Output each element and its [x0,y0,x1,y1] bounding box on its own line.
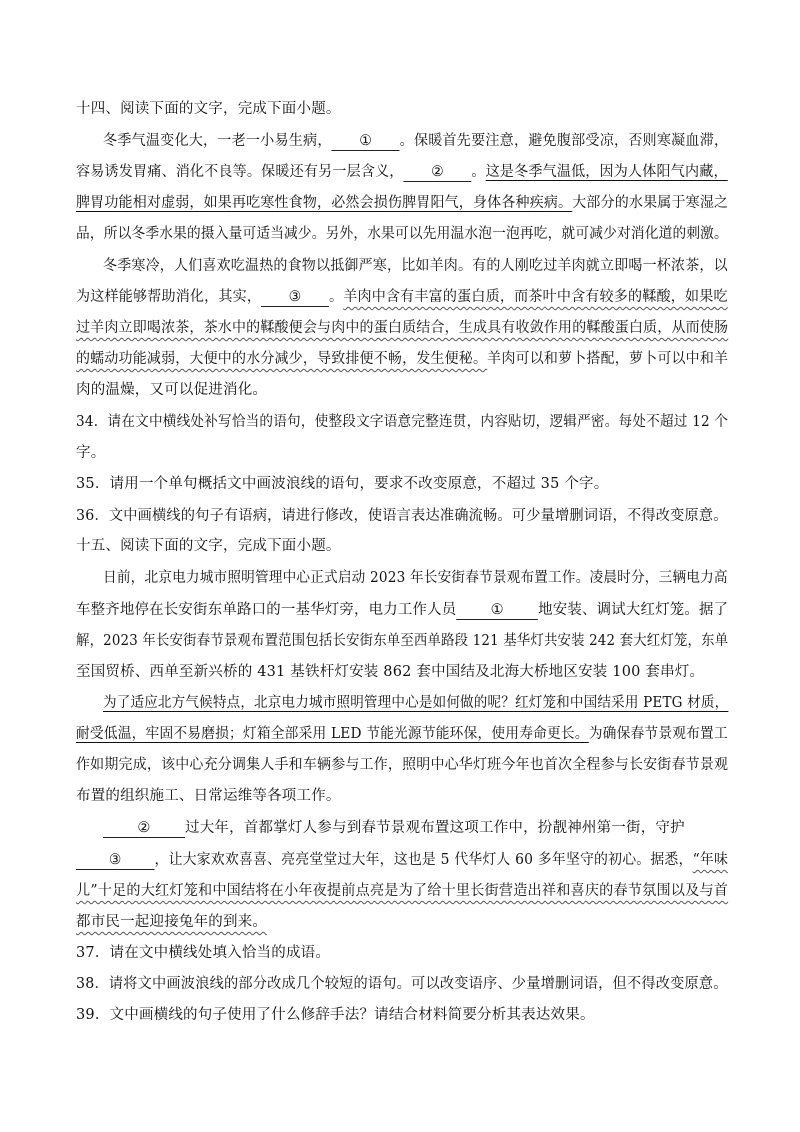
text: 地安装、调试大红灯笼。据了 [538,602,729,618]
question-38: 38．请将文中画波浪线的部分改成几个较短的语句。可以改变语序、少量增删词语，但不得改变原意。 [76,976,728,992]
s15-p2-line2 [76,724,728,744]
wavy-sentence: 的蠕动功能减弱，大便中的水分减少，导致排便不畅，发生便秘。 [76,351,488,367]
s14-p2-line3 [76,318,728,338]
s14-p2-line5: 肉的温燥，又可以促进消化。 [76,382,268,398]
text: 为确保春节景观布置工 [588,726,728,742]
s15-p1-line3: 解，2023 年长安街春节景观布置范围包括长安街东单至西单路段 121 基华灯共安装 242 套大红灯笼，东单 [76,633,729,649]
s15-p1-line2 [76,600,728,620]
wavy-sentence: 过羊肉立即喝浓茶，茶水中的鞣酸便会与肉中的蛋白质结合，生成具有收敛作用的鞣酸蛋白质，从而使肠 [76,320,729,336]
underlined-sentence: 脾胃功能相对虚弱，如果再吃寒性食物，必然会损伤脾胃阳气，身体各种疾病。 [76,195,573,211]
s14-p2-line4 [76,349,728,369]
blank-1: ① [332,133,400,151]
question-37: 37．请在文中横线处填入恰当的成语。 [76,945,331,961]
underlined-sentence: 耐受低温，牢固不易磨损；灯箱全部采用 LED 节能光源节能环保，使用寿命更长。 [76,726,589,742]
s14-p1-line2 [76,162,728,182]
s15-p3-line2 [76,850,728,870]
section-15-heading: 十五、阅读下面的文字，完成下面小题。 [76,538,341,554]
blank-2: ② [404,164,472,182]
text: 容易诱发胃痛、消化不良等。保暖还有另一层含义， [76,164,404,180]
question-39: 39．文中画横线的句子使用了什么修辞手法？请结合材料简要分析其表达效果。 [76,1007,595,1023]
wavy-sentence: 羊肉中含有丰富的蛋白质，而茶叶中含有较多的鞣酸，如果吃 [343,289,728,305]
s15-p3-line3 [76,881,728,901]
section-14-heading: 十四、阅读下面的文字，完成下面小题。 [76,101,341,117]
blank-3: ③ [261,289,329,307]
s15-p1-line1: 日前，北京电力城市照明管理中心正式启动 2023 年长安街春节景观布置工作。凌晨时分，三辆电力高 [103,570,728,586]
text: ，让大家欢欢喜喜、亮亮堂堂过大年，这也是 5 代华灯人 60 多年坚守的初心。据悉， [154,852,693,868]
s15-p2-line1 [103,693,728,713]
s15-p1-line4: 至国贸桥、西单至新兴桥的 431 基铁杆灯安装 862 套中国结及北海大桥地区安装 100 套串灯。 [76,664,705,680]
text: 。保暖首先要注意，避免腹部受凉，否则寒凝血滞， [399,133,729,149]
question-34-cont: 字。 [76,445,106,461]
question-36: 36．文中画横线的句子有语病，请进行修改，使语言表达准确流畅。可少量增删词语，不得改变原意。 [76,508,728,524]
text: 为这样能够帮助消化，其实， [76,289,262,305]
question-35: 35．请用一个单句概括文中画波浪线的语句，要求不改变原意，不超过 35 个字。 [76,476,609,492]
wavy-sentence: “年味 [692,852,729,868]
text: 羊肉可以和萝卜搭配，萝卜可以中和羊 [487,351,729,367]
s15-p2-line4: 布置的组织施工、日常运维等各项工作。 [76,788,341,804]
underlined-sentence: 这是冬季气温低，因为人体阳气内藏， [485,164,728,180]
blank-1: ① [456,602,538,620]
s14-p2-line1: 冬季寒冷，人们喜欢吃温热的食物以抵御严寒，比如羊肉。有的人刚吃过羊肉就立即喝一杯浓茶，以 [103,258,728,274]
text: 冬季气温变化大，一老一小易生病， [103,133,332,149]
text: 。 [328,289,344,305]
s15-p2-line3: 作如期完成，该中心充分调集人手和车辆参与工作，照明中心华灯班今年也首次全程参与长安街春节景观 [76,757,729,773]
s15-p3-line1 [103,818,685,838]
wavy-sentence: 儿”十足的大红灯笼和中国结将在小年夜提前点亮是为了给十里长街营造出祥和喜庆的春节氛围以及与首 [76,883,729,899]
text: 车整齐地停在长安街东单路口的一基华灯旁，电力工作人员 [76,602,457,618]
s14-p2-line2 [76,287,728,307]
blank-3: ③ [76,852,155,870]
s15-p3-line4 [76,912,267,932]
s14-p1-line4: 品，所以冬季水果的摄入量可适当减少。另外，水果可以先用温水泡一泡再吃，就可减少对消化道的刺激。 [76,226,728,242]
wavy-sentence: 都市民一起迎接兔年的到来。 [76,914,268,930]
s14-p1-line1 [103,131,728,151]
text: 大部分的水果属于寒湿之 [572,195,729,211]
text: 。 [471,164,486,180]
blank-2: ② [103,820,185,838]
s14-p1-line3 [76,193,728,213]
underlined-sentence: 为了适应北方气候特点，北京电力城市照明管理中心是如何做的呢？红灯笼和中国结采用 PETG 材质， [103,695,729,711]
question-34: 34．请在文中横线处补写恰当的语句，使整段文字语意完整连贯，内容贴切，逻辑严密。每处不超过 12 个 [76,414,729,430]
text: 过大年，首都掌灯人参与到春节景观布置这项工作中，扮靓神州第一街，守护 [185,820,685,836]
